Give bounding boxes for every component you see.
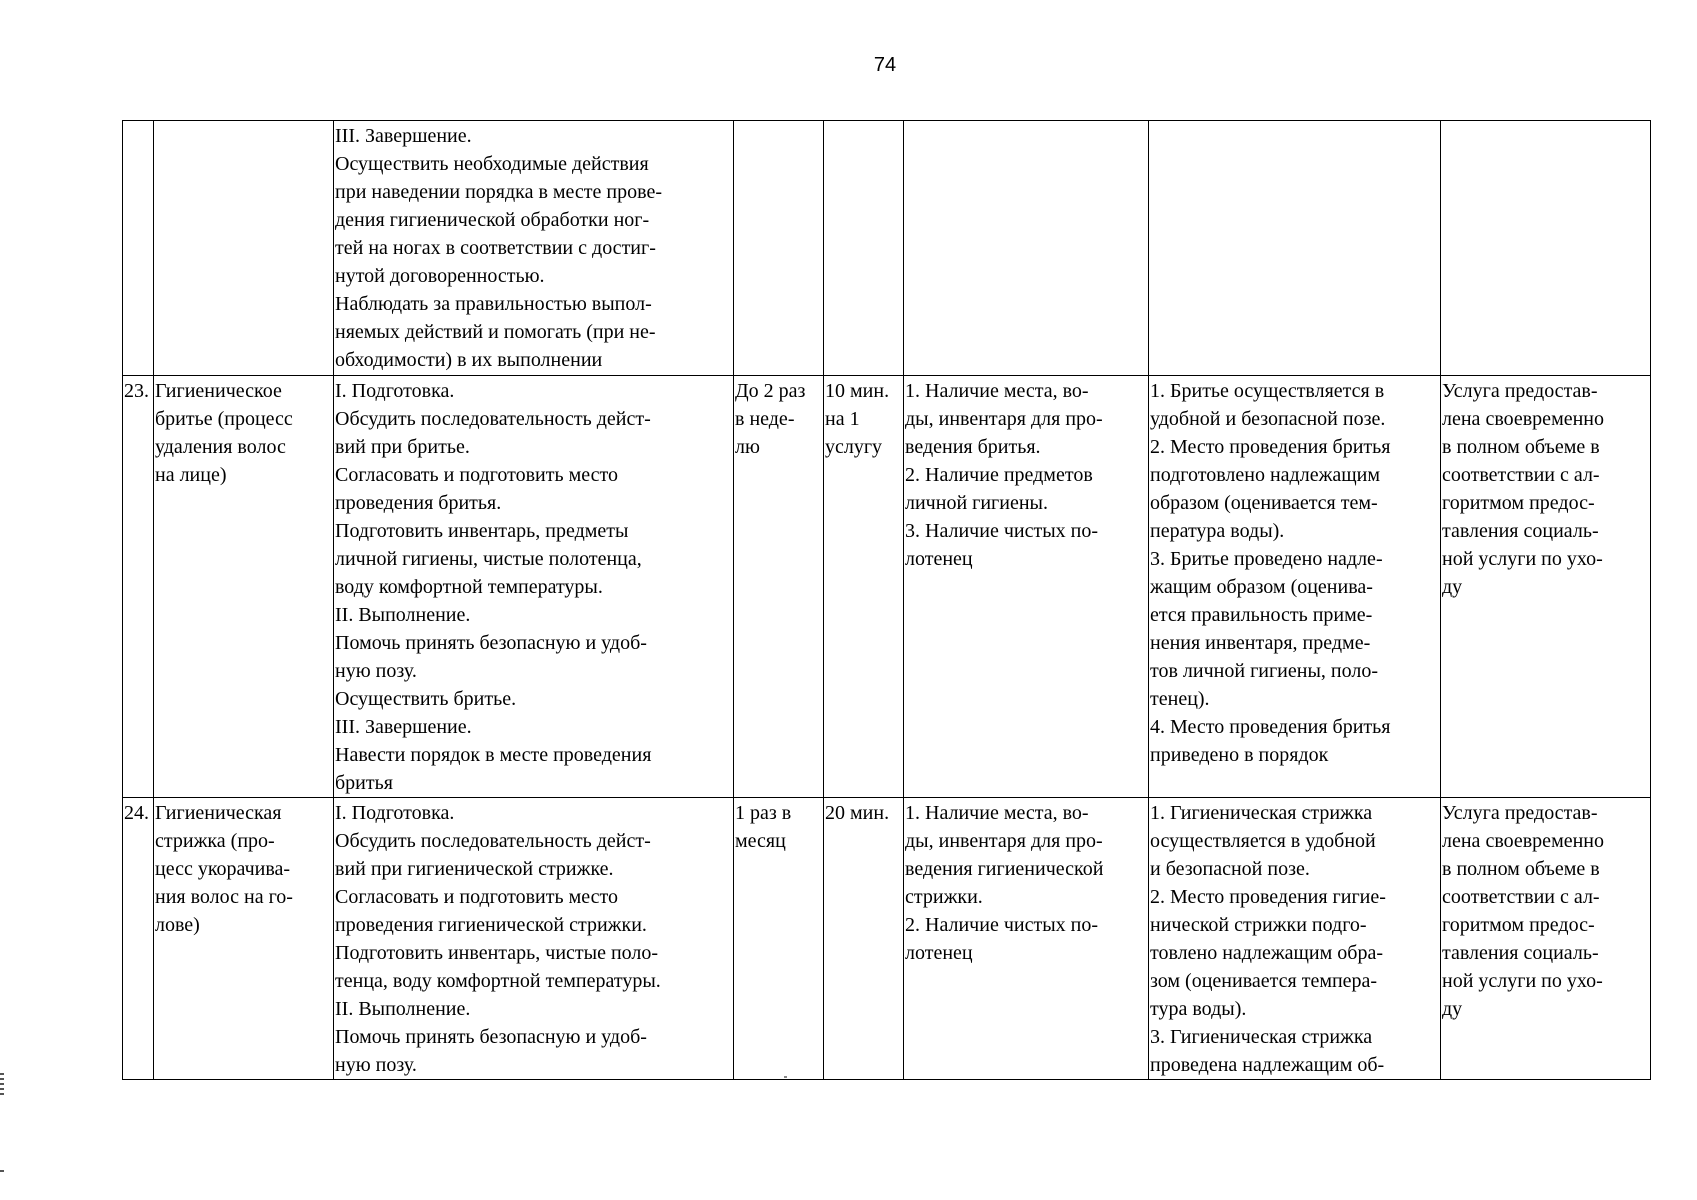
- cell-line: в неде-: [735, 408, 795, 430]
- scan-edge-mark: [0, 1073, 4, 1095]
- cell-line: при наведении порядка в месте прове-: [335, 181, 662, 203]
- cell-line: товлено надлежащим обра-: [1150, 942, 1383, 964]
- cell-line: Навести порядок в месте проведения: [335, 744, 652, 766]
- cell-line: 2. Место проведения бритья: [1150, 436, 1391, 458]
- cell-service-name: [154, 376, 334, 798]
- cell-line: удаления волос: [155, 436, 286, 458]
- cell-line: в полном объеме в: [1442, 436, 1600, 458]
- table-row: [123, 376, 1651, 798]
- cell-line: горитмом предос-: [1442, 492, 1595, 514]
- cell-procedure: [334, 121, 734, 376]
- cell-line: удобной и безопасной позе.: [1150, 408, 1386, 430]
- cell-line: ной услуги по ухо-: [1442, 548, 1603, 570]
- cell-line: ную позу.: [335, 660, 417, 682]
- cell-line: 3. Гигиеническая стрижка: [1150, 1026, 1373, 1048]
- cell-line: 1. Бритье осуществляется в: [1150, 380, 1385, 402]
- cell-duration: [824, 121, 904, 376]
- cell-line: тей на ногах в соответствии с достиг-: [335, 237, 656, 259]
- cell-line: ную позу.: [335, 1054, 417, 1076]
- cell-line: Осуществить бритье.: [335, 688, 517, 710]
- page-number: 74: [873, 54, 897, 76]
- cell-line: Гигиеническая: [155, 802, 282, 824]
- cell-line: вий при гигиенической стрижке.: [335, 858, 614, 880]
- cell-line: 1. Наличие места, во-: [905, 380, 1089, 402]
- cell-line: проведения гигиенической стрижки.: [335, 914, 647, 936]
- cell-line: тенца, воду комфортной температуры.: [335, 970, 661, 992]
- cell-line: жащим образом (оценива-: [1150, 576, 1373, 598]
- cell-line: осуществляется в удобной: [1150, 830, 1376, 852]
- cell-line: ды, инвентаря для про-: [905, 408, 1103, 430]
- cell-line: ду: [1442, 998, 1463, 1020]
- cell-line: I. Подготовка.: [335, 380, 455, 402]
- cell-line: нения инвентаря, предме-: [1150, 632, 1371, 654]
- cell-line: Обсудить последовательность дейст-: [335, 408, 651, 430]
- cell-line: I. Подготовка.: [335, 802, 455, 824]
- cell-line: До 2 раз: [735, 380, 806, 402]
- cell-number: [123, 121, 154, 376]
- cell-line: тавления социаль-: [1442, 942, 1599, 964]
- cell-line: лю: [735, 436, 760, 458]
- cell-line: личной гигиены.: [905, 492, 1048, 514]
- cell-line: и безопасной позе.: [1150, 858, 1310, 880]
- cell-quality-criteria: [1149, 798, 1441, 1080]
- cell-line: III. Завершение.: [335, 125, 472, 147]
- cell-line: III. Завершение.: [335, 716, 472, 738]
- cell-line: тавления социаль-: [1442, 520, 1599, 542]
- cell-line: стрижки.: [905, 886, 983, 908]
- scan-edge-dot: [0, 1170, 4, 1172]
- cell-line: пература воды).: [1150, 520, 1285, 542]
- cell-line: в полном объеме в: [1442, 858, 1600, 880]
- cell-line: приведено в порядок: [1150, 744, 1329, 766]
- cell-line: 2. Место проведения гигие-: [1150, 886, 1386, 908]
- cell-conditions: [904, 121, 1149, 376]
- cell-line: подготовлено надлежащим: [1150, 464, 1381, 486]
- table-row: [123, 798, 1651, 1080]
- cell-line: 1 раз в: [735, 802, 792, 824]
- cell-procedure: [334, 376, 734, 798]
- cell-line: Согласовать и подготовить место: [335, 464, 618, 486]
- cell-line: обходимости) в их выполнении: [335, 349, 603, 371]
- cell-line: 10 мин.: [825, 380, 890, 402]
- cell-line: 3. Наличие чистых по-: [905, 520, 1098, 542]
- cell-conditions: [904, 798, 1149, 1080]
- services-table: [122, 120, 1651, 1080]
- cell-line: стрижка (про-: [155, 830, 275, 852]
- cell-line: личной гигиены, чистые полотенца,: [335, 548, 642, 570]
- cell-service-name: [154, 798, 334, 1080]
- cell-line: 1. Гигиеническая стрижка: [1150, 802, 1373, 824]
- cell-line: II. Выполнение.: [335, 998, 471, 1020]
- cell-line: ды, инвентаря для про-: [905, 830, 1103, 852]
- cell-line: горитмом предос-: [1442, 914, 1595, 936]
- cell-line: дения гигиенической обработки ног-: [335, 209, 650, 231]
- cell-number: 23.: [123, 376, 154, 798]
- cell-line: на 1: [825, 408, 860, 430]
- cell-line: 1. Наличие места, во-: [905, 802, 1089, 824]
- cell-line: ной услуги по ухо-: [1442, 970, 1603, 992]
- cell-line: услугу: [825, 436, 883, 458]
- cell-line: на лице): [155, 464, 227, 486]
- cell-result: [1441, 121, 1651, 376]
- cell-line: бритье (процесс: [155, 408, 293, 430]
- cell-line: тура воды).: [1150, 998, 1247, 1020]
- cell-result: [1441, 798, 1651, 1080]
- cell-line: II. Выполнение.: [335, 604, 471, 626]
- cell-line: образом (оценивается тем-: [1150, 492, 1378, 514]
- cell-line: лена своевременно: [1442, 830, 1605, 852]
- cell-line: тов личной гигиены, поло-: [1150, 660, 1378, 682]
- cell-line: ду: [1442, 576, 1463, 598]
- cell-line: Подготовить инвентарь, чистые поло-: [335, 942, 659, 964]
- cell-line: Услуга предостав-: [1442, 380, 1598, 402]
- cell-line: тенец).: [1150, 688, 1210, 710]
- cell-line: лена своевременно: [1442, 408, 1605, 430]
- cell-line: соответствии с ал-: [1442, 886, 1600, 908]
- cell-line: 2. Наличие предметов: [905, 464, 1093, 486]
- cell-line: соответствии с ал-: [1442, 464, 1600, 486]
- cell-frequency: [734, 376, 824, 798]
- cell-line: 2. Наличие чистых по-: [905, 914, 1098, 936]
- cell-line: ведения бритья.: [905, 436, 1041, 458]
- cell-line: воду комфортной температуры.: [335, 576, 603, 598]
- cell-line: Осуществить необходимые действия: [335, 153, 649, 175]
- scan-speck: [784, 1076, 787, 1078]
- cell-conditions: [904, 376, 1149, 798]
- cell-line: вий при бритье.: [335, 436, 470, 458]
- cell-line: Наблюдать за правильностью выпол-: [335, 293, 652, 315]
- cell-line: ведения гигиенической: [905, 858, 1104, 880]
- cell-line: нической стрижки подго-: [1150, 914, 1367, 936]
- cell-line: ния волос на го-: [155, 886, 293, 908]
- cell-line: Услуга предостав-: [1442, 802, 1598, 824]
- cell-line: Подготовить инвентарь, предметы: [335, 520, 629, 542]
- cell-frequency: [734, 798, 824, 1080]
- table-row: [123, 121, 1651, 376]
- cell-line: лотенец: [905, 942, 973, 964]
- cell-quality-criteria: [1149, 121, 1441, 376]
- cell-quality-criteria: [1149, 376, 1441, 798]
- cell-line: Помочь принять безопасную и удоб-: [335, 1026, 647, 1048]
- cell-line: ется правильность приме-: [1150, 604, 1373, 626]
- cell-frequency: [734, 121, 824, 376]
- cell-line: проведения бритья.: [335, 492, 502, 514]
- cell-line: месяц: [735, 830, 786, 852]
- cell-line: няемых действий и помогать (при не-: [335, 321, 656, 343]
- cell-line: Помочь принять безопасную и удоб-: [335, 632, 647, 654]
- cell-line: цесс укорачива-: [155, 858, 291, 880]
- cell-line: зом (оценивается темпера-: [1150, 970, 1378, 992]
- cell-line: лотенец: [905, 548, 973, 570]
- cell-line: Обсудить последовательность дейст-: [335, 830, 651, 852]
- cell-duration: [824, 376, 904, 798]
- cell-procedure: [334, 798, 734, 1080]
- cell-number: 24.: [123, 798, 154, 1080]
- cell-line: 4. Место проведения бритья: [1150, 716, 1391, 738]
- cell-line: проведена надлежащим об-: [1150, 1054, 1385, 1076]
- cell-result: [1441, 376, 1651, 798]
- cell-line: 3. Бритье проведено надле-: [1150, 548, 1383, 570]
- cell-line: Согласовать и подготовить место: [335, 886, 618, 908]
- cell-service-name: [154, 121, 334, 376]
- cell-line: нутой договоренностью.: [335, 265, 545, 287]
- cell-line: 20 мин.: [825, 802, 890, 824]
- cell-line: бритья: [335, 772, 393, 794]
- cell-line: лове): [155, 914, 200, 936]
- cell-line: Гигиеническое: [155, 380, 282, 402]
- cell-duration: [824, 798, 904, 1080]
